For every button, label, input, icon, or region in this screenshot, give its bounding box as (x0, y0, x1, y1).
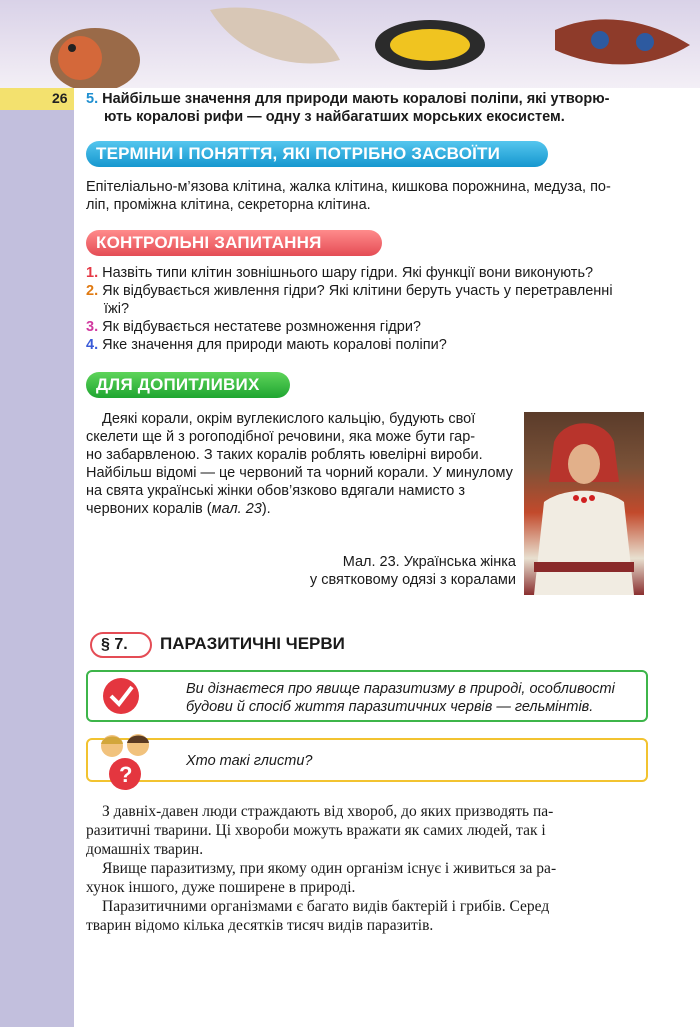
woman-photo (524, 412, 644, 595)
kids-question-icon (98, 732, 154, 792)
question-item: 2. Як відбувається живлення гідри? Які клітини беруть участь у перетравленні (86, 283, 613, 299)
section-number: § 7. (101, 636, 128, 653)
section-badge (90, 632, 152, 658)
question-item: 4. Яке значення для природи мають коралові поліпи? (86, 337, 447, 353)
page-number: 26 (52, 90, 68, 106)
body-line: З давніх-давен люди страждають від хвороб, до яких призводять па- (102, 803, 554, 820)
intro-line-1 (86, 90, 686, 108)
intro-number: 5. (86, 91, 99, 107)
question-box-text: Хто такі глисти? (186, 753, 313, 769)
curious-line: червоних коралів (мал. 23). (86, 501, 271, 517)
curious-line: на свята українські жінки обов’язково вдягали намисто з (86, 483, 466, 499)
svg-text:?: ? (119, 762, 133, 787)
curious-line: Деякі корали, окрім вуглекислого кальцію, будують свої (102, 411, 476, 427)
terms-heading: ТЕРМІНИ І ПОНЯТТЯ, ЯКІ ПОТРІБНО ЗАСВОЇТИ (86, 141, 548, 167)
question-item: 1. Назвіть типи клітин зовнішнього шару гідри. Які функції вони виконують? (86, 265, 594, 281)
curious-line: Найбільш відомі — це червоний та чорний корали. У минулому (86, 465, 513, 481)
terms-line-2: ліп, проміжна клітина, секреторна клітина. (86, 197, 371, 213)
checkmark-icon (100, 677, 142, 715)
figure-caption-line-2: у святковому одязі з коралами (309, 572, 516, 588)
learn-line-1: Ви дізнаєтеся про явище паразитизму в природі, особливості (186, 681, 615, 697)
learn-line-2: будови й спосіб життя паразитичних червів — гельмінтів. (186, 699, 594, 715)
header-banner-image (0, 0, 700, 88)
page-margin-strip (0, 0, 74, 1027)
woman-illustration (524, 412, 644, 595)
curious-heading: ДЛЯ ДОПИТЛИВИХ (86, 372, 290, 398)
banner-illustration (0, 0, 700, 88)
body-line: тварин відомо кілька десятків тисяч видів паразитів. (86, 917, 434, 934)
body-line: хунок іншого, дуже поширене в природі. (86, 879, 356, 896)
body-line: разитичні тварини. Ці хвороби можуть вражати як самих людей, так і (86, 822, 546, 839)
figure-caption-line-1: Мал. 23. Українська жінка (342, 554, 516, 570)
curious-line: скелети ще й з рогоподібної речовини, яка може бути гар- (86, 429, 476, 445)
question-item: 3. Як відбувається нестатеве розмноження гідри? (86, 319, 421, 335)
question-item-cont: їжі? (104, 301, 130, 317)
intro-text: Найбільше значення для природи мають коралові поліпи, які утворю- (102, 91, 610, 107)
intro-line-2: ють коралові рифи — одну з найбагатших морських екосистем. (104, 109, 565, 125)
terms-line-1: Епітеліально-м’язова клітина, жалка клітина, кишкова порожнина, медуза, по- (86, 179, 611, 195)
section-title: ПАРАЗИТИЧНІ ЧЕРВИ (160, 634, 345, 653)
body-line: Явище паразитизму, при якому один організм існує і живиться за ра- (102, 860, 557, 877)
curious-line: но забарвленою. З таких коралів роблять ювелірні вироби. (86, 447, 483, 463)
questions-heading: КОНТРОЛЬНІ ЗАПИТАННЯ (86, 230, 382, 256)
body-line: Паразитичними організмами є багато видів бактерій і грибів. Серед (102, 898, 550, 915)
body-line: домашніх тварин. (86, 841, 204, 858)
